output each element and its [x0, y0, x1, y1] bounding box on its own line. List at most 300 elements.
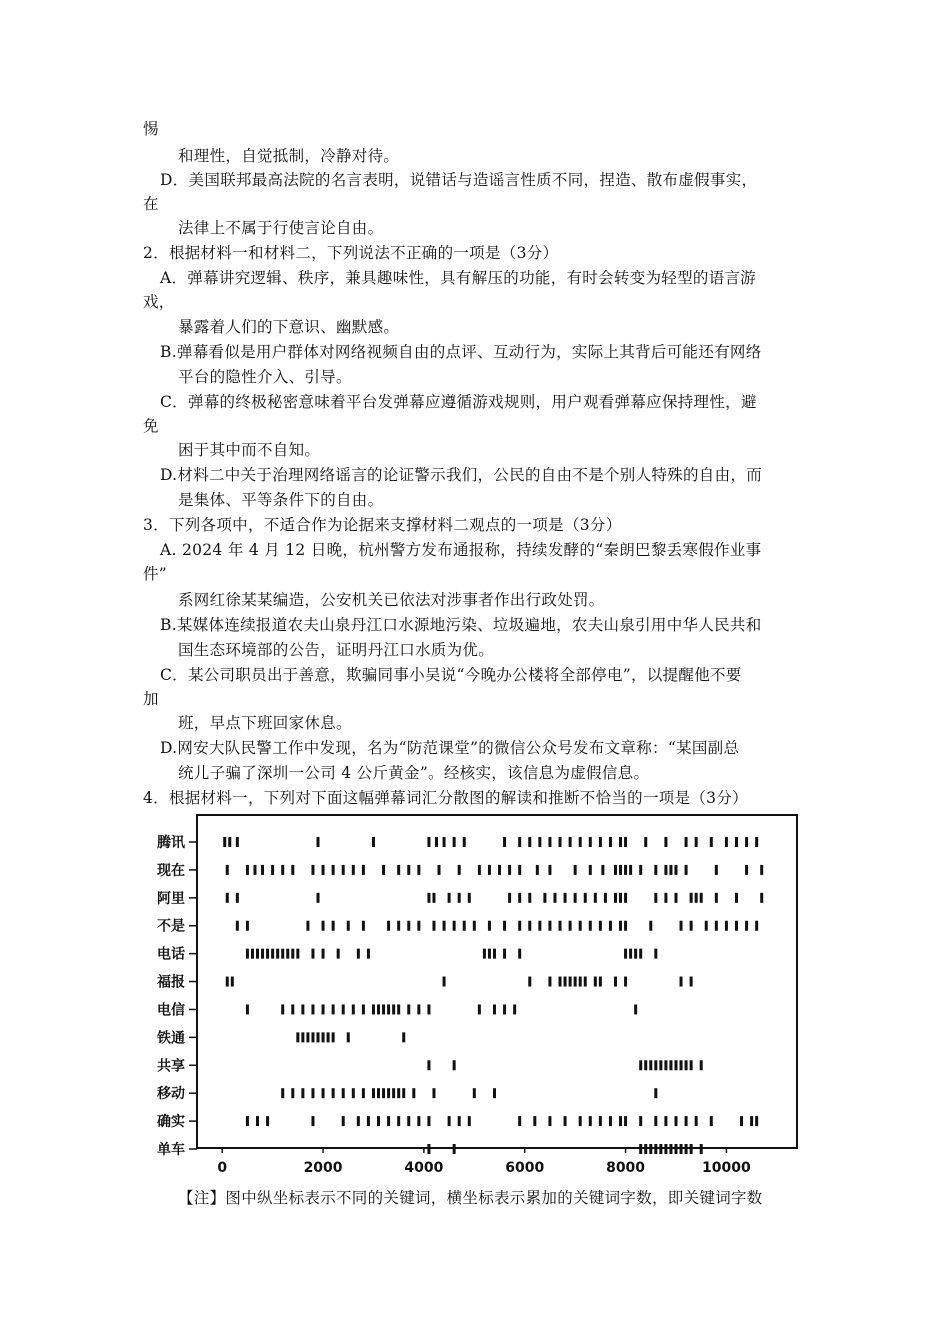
keyword-mark — [226, 865, 229, 875]
keyword-mark — [639, 1116, 642, 1126]
x-tick-label: 4000 — [404, 1160, 444, 1176]
text-line: 在 — [143, 195, 159, 213]
keyword-mark — [518, 1116, 521, 1126]
keyword-mark — [614, 865, 617, 875]
keyword-mark — [337, 949, 340, 959]
keyword-mark — [735, 921, 738, 931]
keyword-mark — [291, 1088, 294, 1098]
keyword-mark — [342, 1116, 345, 1126]
keyword-mark — [246, 921, 249, 931]
keyword-mark — [332, 1004, 335, 1014]
keyword-mark — [317, 837, 320, 847]
keyword-mark — [407, 1116, 410, 1126]
keyword-mark — [624, 949, 627, 959]
option-c: C．某公司职员出于善意，欺骗同事小吴说“今晚办公楼将全部停电”，以提醒他不要 — [160, 666, 742, 684]
keyword-mark — [649, 921, 652, 931]
keyword-mark — [715, 893, 718, 903]
keyword-mark — [332, 1088, 335, 1098]
keyword-mark — [574, 893, 577, 903]
keyword-mark — [342, 1088, 345, 1098]
keyword-mark — [579, 921, 582, 931]
keyword-mark — [548, 837, 551, 847]
keyword-mark — [594, 977, 597, 987]
keyword-mark — [311, 1088, 314, 1098]
text-line: 困于其中而不自知。 — [178, 441, 321, 459]
keyword-mark — [624, 921, 627, 931]
keyword-mark — [594, 893, 597, 903]
keyword-mark — [443, 921, 446, 931]
text-line: 系网红徐某某编造，公安机关已依法对涉事者作出行政处罚。 — [178, 591, 605, 609]
keyword-mark — [327, 1032, 330, 1042]
x-tick-label: 6000 — [505, 1160, 545, 1176]
keyword-mark — [518, 865, 521, 875]
keyword-mark — [569, 921, 572, 931]
keyword-mark — [332, 921, 335, 931]
keyword-mark — [488, 949, 491, 959]
keyword-mark — [659, 1144, 662, 1154]
keyword-mark — [372, 837, 375, 847]
keyword-mark — [503, 1004, 506, 1014]
keyword-mark — [397, 1004, 400, 1014]
keyword-mark — [695, 893, 698, 903]
y-tick-label: 不是 — [157, 918, 185, 935]
keyword-mark — [690, 921, 693, 931]
keyword-mark — [281, 1004, 284, 1014]
keyword-mark — [281, 949, 284, 959]
keyword-mark — [332, 865, 335, 875]
keyword-mark — [579, 1116, 582, 1126]
keyword-mark — [745, 921, 748, 931]
keyword-mark — [407, 1004, 410, 1014]
keyword-mark — [412, 1088, 415, 1098]
plot-frame — [197, 815, 797, 1148]
keyword-mark — [322, 865, 325, 875]
keyword-mark — [518, 949, 521, 959]
keyword-mark — [236, 921, 239, 931]
keyword-mark — [674, 1060, 677, 1070]
keyword-mark — [397, 1088, 400, 1098]
text-line: 平台的隐性介入、引导。 — [178, 368, 352, 386]
keyword-mark — [332, 1032, 335, 1042]
keyword-mark — [725, 837, 728, 847]
keyword-mark — [463, 921, 466, 931]
keyword-mark — [599, 837, 602, 847]
keyword-mark — [253, 865, 256, 875]
keyword-mark — [387, 1116, 390, 1126]
keyword-mark — [397, 865, 400, 875]
keyword-mark — [528, 893, 531, 903]
keyword-mark — [256, 949, 259, 959]
keyword-mark — [669, 1060, 672, 1070]
keyword-mark — [453, 921, 456, 931]
text-line: 惕 — [143, 120, 159, 138]
keyword-mark — [624, 865, 627, 875]
y-tick-label: 电信 — [157, 1002, 185, 1019]
keyword-mark — [473, 921, 476, 931]
keyword-mark — [659, 1060, 662, 1070]
text-line: D．美国联邦最高法院的名言表明，说错话与造谣言性质不同，捏造、散布虚假事实， — [160, 171, 758, 189]
keyword-mark — [322, 1004, 325, 1014]
keyword-mark — [599, 1116, 602, 1126]
keyword-mark — [458, 1116, 461, 1126]
keyword-mark — [614, 893, 617, 903]
keyword-mark — [715, 921, 718, 931]
keyword-mark — [685, 1144, 688, 1154]
keyword-mark — [301, 1088, 304, 1098]
keyword-mark — [417, 1116, 420, 1126]
keyword-mark — [347, 1032, 350, 1042]
keyword-mark — [488, 921, 491, 931]
keyword-mark — [322, 1032, 325, 1042]
text-line: 统儿子骗了深圳一公司 4 公斤黄金”。经核实，该信息为虚假信息。 — [178, 764, 650, 782]
keyword-mark — [372, 1004, 375, 1014]
keyword-mark — [518, 921, 521, 931]
keyword-mark — [286, 949, 289, 959]
keyword-mark — [306, 1032, 309, 1042]
keyword-mark — [311, 1032, 314, 1042]
keyword-mark — [609, 1116, 612, 1126]
keyword-mark — [362, 1004, 365, 1014]
keyword-mark — [644, 1060, 647, 1070]
keyword-mark — [755, 837, 758, 847]
keyword-mark — [654, 1060, 657, 1070]
keyword-mark — [342, 865, 345, 875]
y-tick-label: 腾讯 — [157, 835, 185, 851]
keyword-mark — [674, 1144, 677, 1154]
keyword-mark — [584, 893, 587, 903]
keyword-mark — [725, 921, 728, 931]
keyword-mark — [435, 837, 438, 847]
keyword-mark — [705, 921, 708, 931]
keyword-mark — [427, 837, 430, 847]
keyword-mark — [296, 1032, 299, 1042]
keyword-mark — [685, 1060, 688, 1070]
keyword-mark — [685, 865, 688, 875]
keyword-mark — [367, 949, 370, 959]
keyword-mark — [367, 1116, 370, 1126]
keyword-mark — [443, 977, 446, 987]
y-tick-label: 现在 — [157, 862, 185, 879]
keyword-mark — [432, 893, 435, 903]
keyword-mark — [453, 1144, 456, 1154]
keyword-mark — [624, 977, 627, 987]
keyword-mark — [674, 1116, 677, 1126]
y-tick-label: 移动 — [157, 1086, 185, 1103]
y-tick-label: 单车 — [157, 1142, 185, 1158]
option-b: B.某媒体连续报道农夫山泉丹江口水源地污染、垃圾遍地，农夫山泉引用中华人民共和 — [160, 616, 762, 634]
keyword-mark — [624, 837, 627, 847]
keyword-mark — [417, 921, 420, 931]
keyword-mark — [276, 949, 279, 959]
keyword-mark — [664, 837, 667, 847]
keyword-mark — [397, 1116, 400, 1126]
keyword-mark — [528, 977, 531, 987]
keyword-mark — [311, 949, 314, 959]
chart-note: 【注】图中纵坐标表示不同的关键词，横坐标表示累加的关键词字数，即关键词字数 — [178, 1189, 763, 1207]
keyword-mark — [700, 1060, 703, 1070]
keyword-mark — [654, 1116, 657, 1126]
keyword-mark — [533, 1116, 536, 1126]
keyword-mark — [432, 1088, 435, 1098]
keyword-mark — [342, 1004, 345, 1014]
keyword-mark — [493, 1088, 496, 1098]
keyword-mark — [619, 893, 622, 903]
keyword-mark — [223, 837, 226, 847]
keyword-mark — [604, 893, 607, 903]
keyword-mark — [387, 921, 390, 931]
keyword-mark — [639, 949, 642, 959]
keyword-mark — [468, 1116, 471, 1126]
keyword-mark — [291, 949, 294, 959]
keyword-mark — [710, 837, 713, 847]
y-tick-label: 福报 — [157, 974, 185, 991]
keyword-mark — [644, 1144, 647, 1154]
y-tick-label: 阿里 — [157, 890, 185, 907]
keyword-mark — [266, 1116, 269, 1126]
keyword-mark — [609, 921, 612, 931]
keyword-mark — [690, 977, 693, 987]
keyword-mark — [750, 1116, 753, 1126]
text-line: 加 — [143, 690, 159, 708]
y-tick-label: 电话 — [157, 946, 185, 963]
keyword-mark — [664, 1060, 667, 1070]
keyword-mark — [624, 1116, 627, 1126]
keyword-mark — [619, 921, 622, 931]
keyword-mark — [609, 837, 612, 847]
keyword-mark — [760, 865, 763, 875]
keyword-mark — [685, 837, 688, 847]
keyword-mark — [392, 1088, 395, 1098]
keyword-mark — [503, 949, 506, 959]
keyword-mark — [448, 893, 451, 903]
keyword-mark — [579, 977, 582, 987]
keyword-mark — [427, 1144, 430, 1154]
keyword-mark — [715, 865, 718, 875]
keyword-mark — [564, 893, 567, 903]
keyword-mark — [377, 1116, 380, 1126]
keyword-mark — [745, 837, 748, 847]
text-line: 暴露着人们的下意识、幽默感。 — [178, 318, 400, 336]
keyword-mark — [760, 893, 763, 903]
keyword-mark — [488, 865, 491, 875]
keyword-mark — [664, 865, 667, 875]
keyword-mark — [236, 837, 239, 847]
keyword-mark — [226, 893, 229, 903]
text-line: 件” — [143, 565, 168, 583]
keyword-mark — [453, 1060, 456, 1070]
keyword-mark — [644, 837, 647, 847]
keyword-mark — [639, 1060, 642, 1070]
keyword-mark — [296, 949, 299, 959]
keyword-mark — [508, 865, 511, 875]
text-line: 班，早点下班回家休息。 — [178, 714, 352, 732]
keyword-mark — [548, 921, 551, 931]
keyword-mark — [468, 893, 471, 903]
keyword-mark — [654, 893, 657, 903]
keyword-mark — [564, 1116, 567, 1126]
keyword-mark — [301, 1004, 304, 1014]
keyword-mark — [601, 865, 604, 875]
keyword-mark — [680, 1144, 683, 1154]
keyword-mark — [614, 977, 617, 987]
y-tick-label: 铁通 — [157, 1030, 185, 1047]
keyword-mark — [579, 837, 582, 847]
keyword-mark — [538, 837, 541, 847]
keyword-mark — [589, 837, 592, 847]
keyword-mark — [543, 893, 546, 903]
keyword-mark — [664, 1144, 667, 1154]
keyword-mark — [518, 893, 521, 903]
keyword-mark — [589, 865, 592, 875]
keyword-mark — [755, 921, 758, 931]
keyword-mark — [427, 893, 430, 903]
keyword-mark — [357, 949, 360, 959]
keyword-mark — [559, 977, 562, 987]
keyword-mark — [432, 921, 435, 931]
keyword-mark — [654, 1088, 657, 1098]
keyword-mark — [372, 1088, 375, 1098]
keyword-mark — [740, 1116, 743, 1126]
text-line: 戏， — [143, 293, 175, 311]
keyword-mark — [649, 1060, 652, 1070]
text-line: 免 — [143, 417, 159, 435]
keyword-mark — [700, 1144, 703, 1154]
keyword-mark — [317, 893, 320, 903]
keyword-mark — [619, 1116, 622, 1126]
keyword-mark — [664, 893, 667, 903]
keyword-mark — [407, 865, 410, 875]
keyword-mark — [317, 1032, 320, 1042]
keyword-mark — [574, 977, 577, 987]
keyword-mark — [493, 949, 496, 959]
keyword-mark — [352, 1088, 355, 1098]
x-tick-label: 10000 — [702, 1160, 751, 1176]
keyword-mark — [755, 1116, 758, 1126]
question-3: 3．下列各项中，不适合作为论据来支撑材料二观点的一项是（3分） — [143, 516, 622, 534]
keyword-mark — [438, 865, 441, 875]
keyword-mark — [639, 1144, 642, 1154]
keyword-mark — [291, 1004, 294, 1014]
keyword-mark — [629, 949, 632, 959]
keyword-mark — [306, 921, 309, 931]
keyword-mark — [362, 921, 365, 931]
option-d: D.网安大队民警工作中发现，名为“防范课堂”的微信公众号发布文章称：“某国副总 — [160, 739, 740, 757]
keyword-mark — [735, 893, 738, 903]
keyword-mark — [690, 1060, 693, 1070]
keyword-mark — [226, 977, 229, 987]
keyword-mark — [564, 977, 567, 987]
keyword-mark — [377, 1088, 380, 1098]
keyword-mark — [690, 1144, 693, 1154]
keyword-mark — [266, 949, 269, 959]
keyword-mark — [695, 1116, 698, 1126]
keyword-mark — [271, 865, 274, 875]
keyword-mark — [559, 837, 562, 847]
keyword-mark — [427, 1116, 430, 1126]
keyword-mark — [281, 1088, 284, 1098]
keyword-mark — [392, 1004, 395, 1014]
keyword-mark — [528, 921, 531, 931]
text-line: 是集体、平等条件下的自由。 — [178, 491, 384, 509]
option-d: D.材料二中关于治理网络谣言的论证警示我们，公民的自由不是个别人特殊的自由，而 — [160, 466, 763, 484]
keyword-mark — [387, 1088, 390, 1098]
keyword-mark — [407, 921, 410, 931]
keyword-mark — [503, 837, 506, 847]
x-tick-label: 8000 — [606, 1160, 646, 1176]
keyword-mark — [322, 1088, 325, 1098]
keyword-mark — [710, 1116, 713, 1126]
keyword-mark — [680, 977, 683, 987]
keyword-mark — [427, 1060, 430, 1070]
keyword-mark — [548, 977, 551, 987]
keyword-mark — [322, 921, 325, 931]
keyword-mark — [654, 1144, 657, 1154]
keyword-mark — [619, 865, 622, 875]
keyword-mark — [311, 1116, 314, 1126]
keyword-mark — [538, 921, 541, 931]
keyword-mark — [231, 977, 234, 987]
keyword-mark — [458, 893, 461, 903]
keyword-mark — [700, 893, 703, 903]
keyword-mark — [685, 1116, 688, 1126]
keyword-mark — [680, 1060, 683, 1070]
keyword-mark — [261, 949, 264, 959]
keyword-mark — [508, 893, 511, 903]
keyword-mark — [473, 1088, 476, 1098]
keyword-mark — [463, 837, 466, 847]
keyword-mark — [599, 921, 602, 931]
keyword-mark — [669, 865, 672, 875]
keyword-mark — [624, 893, 627, 903]
keyword-mark — [735, 837, 738, 847]
keyword-mark — [387, 1004, 390, 1014]
keyword-mark — [669, 1144, 672, 1154]
keyword-mark — [362, 1088, 365, 1098]
keyword-mark — [569, 977, 572, 987]
keyword-mark — [427, 1004, 430, 1014]
keyword-mark — [377, 1004, 380, 1014]
keyword-mark — [382, 1088, 385, 1098]
keyword-mark — [548, 1116, 551, 1126]
keyword-mark — [513, 1004, 516, 1014]
keyword-mark — [634, 1004, 637, 1014]
keyword-mark — [589, 921, 592, 931]
text-line: 和理性，自觉抵制，冷静对待。 — [178, 147, 400, 165]
keyword-mark — [261, 865, 264, 875]
option-c: C．弹幕的终极秘密意味着平台发弹幕应遵循游戏规则，用户观看弹幕应保持理性，避 — [160, 393, 757, 411]
keyword-mark — [453, 837, 456, 847]
keyword-dispersion-chart — [140, 808, 820, 1183]
keyword-mark — [322, 949, 325, 959]
keyword-mark — [271, 949, 274, 959]
keyword-mark — [674, 865, 677, 875]
keyword-mark — [448, 1116, 451, 1126]
keyword-mark — [690, 893, 693, 903]
keyword-mark — [528, 837, 531, 847]
keyword-mark — [654, 949, 657, 959]
keyword-mark — [357, 1116, 360, 1126]
keyword-mark — [654, 865, 657, 875]
keyword-mark — [311, 865, 314, 875]
keyword-mark — [569, 837, 572, 847]
keyword-mark — [674, 893, 677, 903]
question-2: 2．根据材料一和材料二，下列说法不正确的一项是（3分） — [143, 244, 559, 262]
keyword-mark — [498, 865, 501, 875]
x-tick-label: 0 — [217, 1160, 228, 1176]
keyword-mark — [745, 865, 748, 875]
y-tick-label: 确实 — [157, 1114, 185, 1131]
keyword-mark — [664, 1116, 667, 1126]
